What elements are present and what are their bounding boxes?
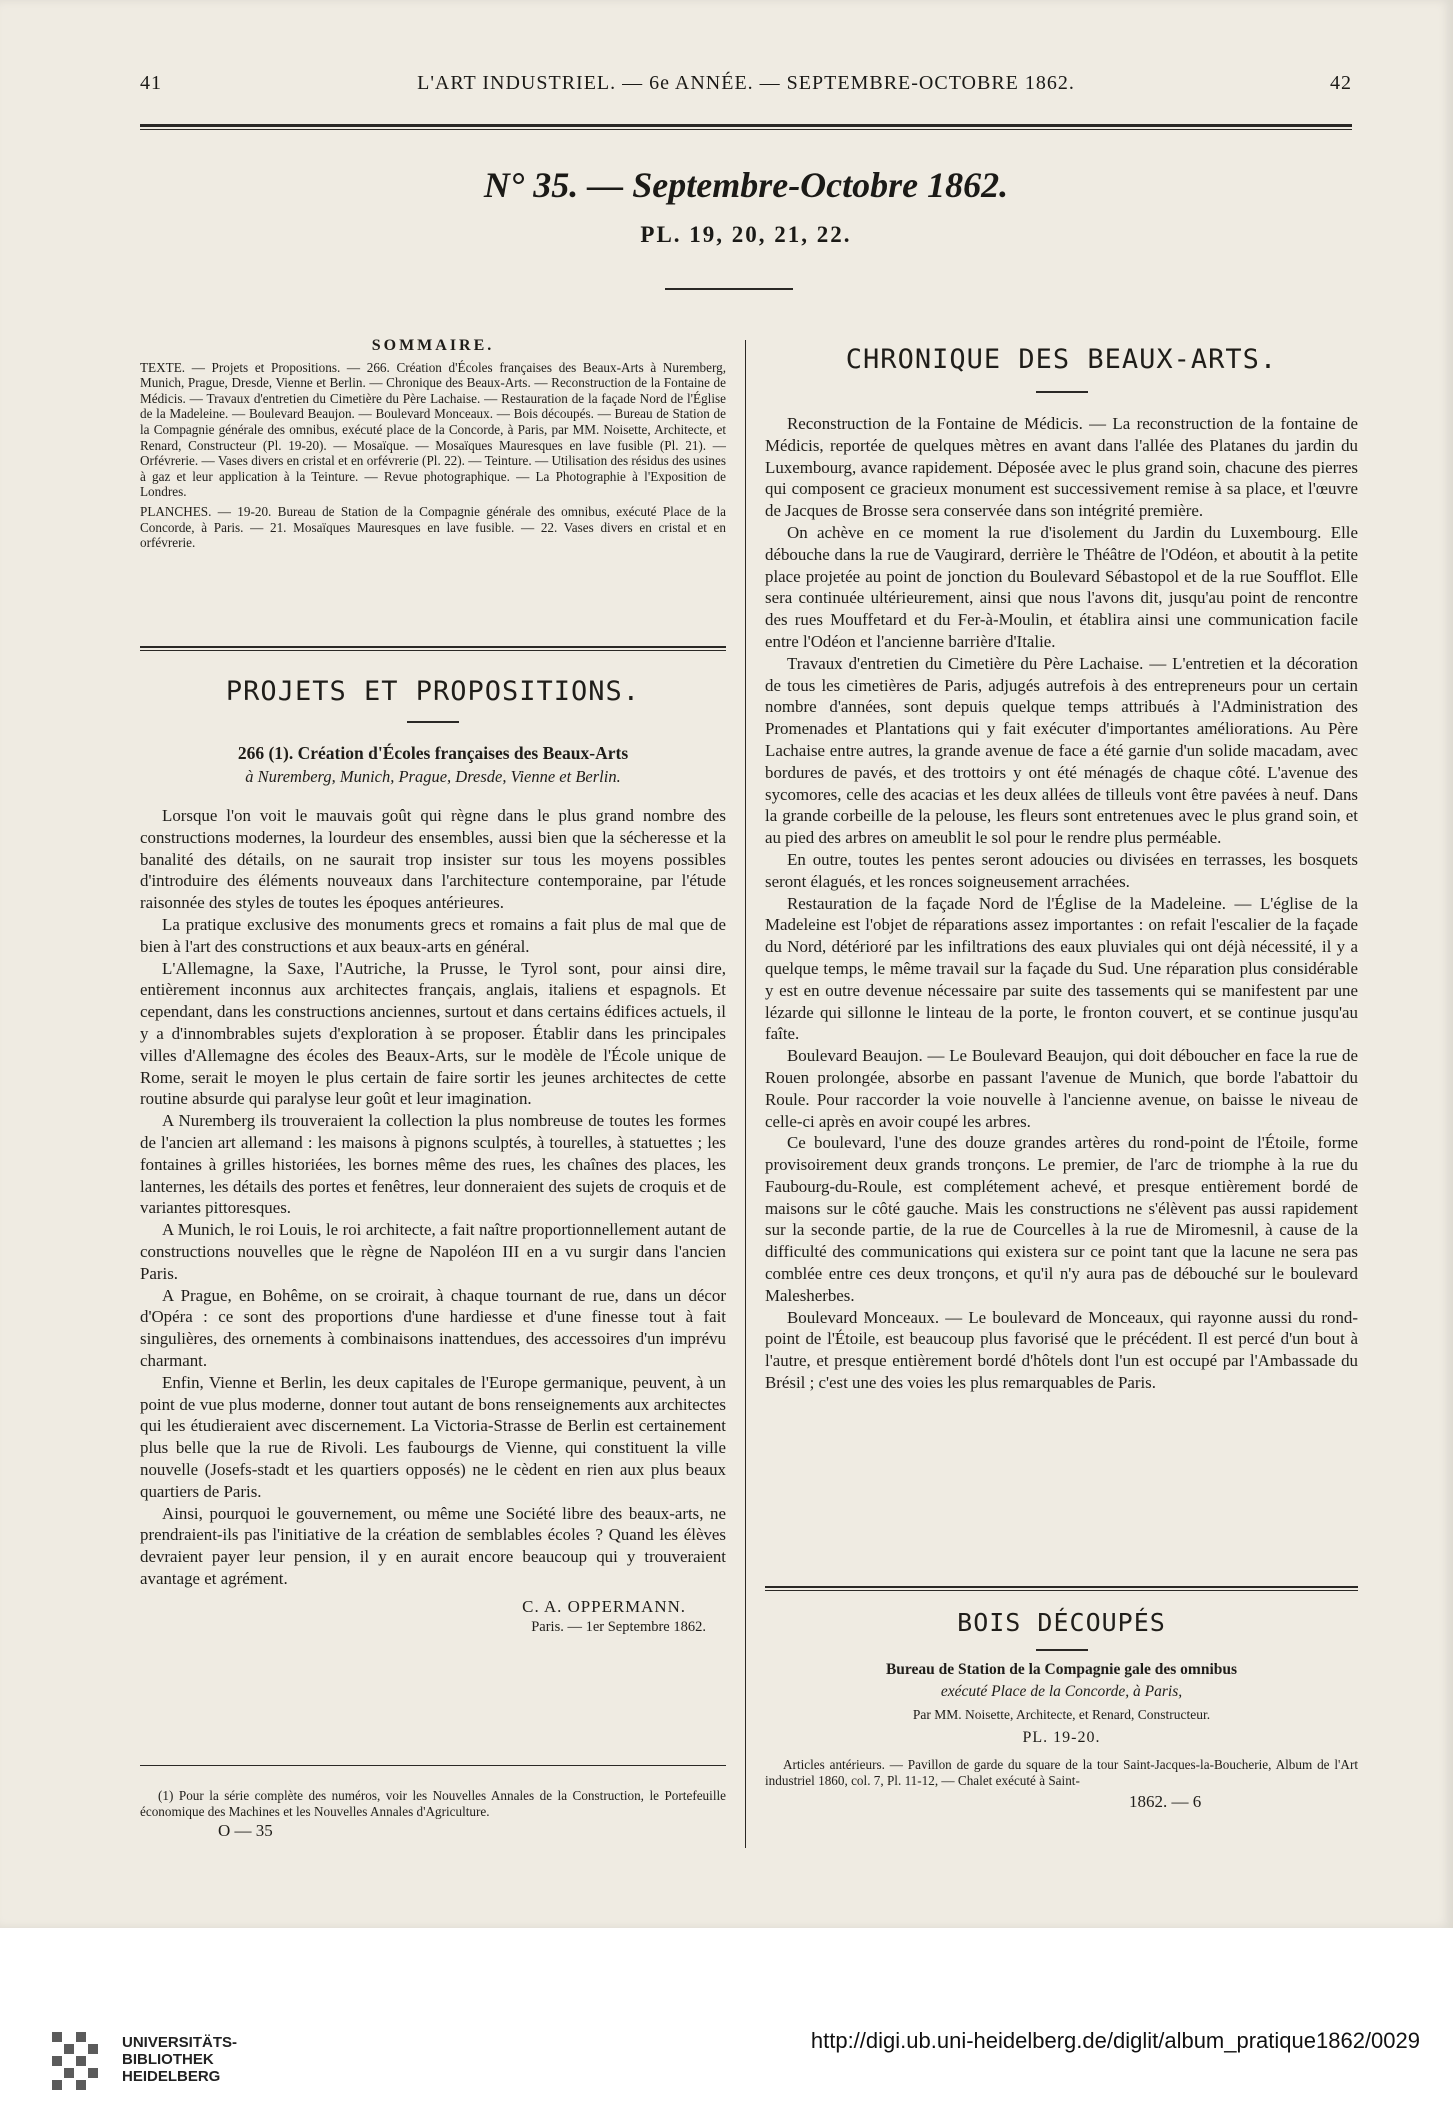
chronique-body [765, 413, 1358, 1394]
bois-section [765, 1608, 1358, 1812]
projets-section [140, 676, 726, 1639]
article-paragraph: A Nuremberg ils trouveraient la collection la plus nombreuse de toutes les formes de l'ancien art allemand : les maisons à pignons sculptés, à tourelles, à statuettes ; les fontaines à grilles historiées, les bornes même des rues, les chaînes des places, les lanternes, les détails des portes et fenêtres, leur donneraient des sujets de croquis et de variantes pittoresques. [140, 1111, 726, 1218]
article-title: 266 (1). Création d'Écoles françaises des Beaux-Arts [237, 743, 629, 763]
issue-plates: PL. 19, 20, 21, 22. [640, 222, 852, 247]
chronique-paragraph: Restauration de la façade Nord de l'Église de la Madeleine. — L'église de la Madeleine est l'objet de réparations assez importantes : on refait l'escalier de la façade du Nord, détérioré par les infiltrations des eaux pluviales qui ont déjà nécessité, il y a quelque temps, le même travail sur la façade du Sud. Une réparation plus considérable y est en outre devenue nécessaire par suite des tassements qui se manifestent par une lézarde qui sillonne le linteau de la porte, le fronton couvert, et se continue jusqu'au faîte. [765, 893, 1358, 1044]
article-paragraph: Enfin, Vienne et Berlin, les deux capitales de l'Europe germanique, peuvent, à un point de vue plus moderne, donner tout autant de bons renseignements aux architectes qui les étudieraient avec discernement. La Victoria-Strasse de Berlin est certainement plus belle que la rue de Rivoli. Les faubourgs de Vienne, qui constituent la ville nouvelle (Josefs-stadt et les quartiers opposés) ne le cèdent en rien aux plus beaux quartiers de Paris. [140, 1372, 726, 1501]
library-name-line: HEIDELBERG [122, 2068, 221, 2085]
article-paragraph: La pratique exclusive des monuments grecs et romains a fait plus de mal que de bien à l'art des constructions et aux beaux-arts en général. [140, 914, 726, 956]
article-dateline: Paris. — 1er Septembre 1862. [531, 1619, 706, 1636]
chronique-paragraph: Boulevard Monceaux. — Le boulevard de Monceaux, qui rayonne aussi du rond-point de l'Étoile, est beaucoup plus favorisé que le précédent. Il est percé d'un bout à l'autre, et presque entièrement bordé d'hôtels dont l'un est occupé par l'Ambassade du Brésil ; c'est une des voies les plus remarquables de Paris. [765, 1307, 1358, 1393]
bois-credits: Par MM. Noisette, Architecte, et Renard, Constructeur. [912, 1707, 1211, 1722]
signature-mark-left: O — 35 [218, 1821, 273, 1841]
chronique-paragraph: En outre, toutes les pentes seront adoucies ou divisées en terrasses, les bosquets seront élagués, et les ronces soigneusement arrachées. [765, 849, 1358, 891]
chronique-paragraph: Reconstruction de la Fontaine de Médicis. — La reconstruction de la fontaine de Médicis, reportée de quelques mètres en avant dans l'allée des Platanes du jardin du Luxembourg, avance rapidement. Déposée avec le plus grand soin, chacune des pierres qui composent ce gracieux monument est successivement remise à sa place, et l'œuvre de Jacques de Brosse sera conservée dans son intégrité première. [765, 414, 1358, 521]
library-name-line: UNIVERSITÄTS- [122, 2034, 238, 2051]
chronique-end-rule-thin [765, 1590, 1358, 1591]
article-paragraph: Ainsi, pourquoi le gouvernement, ou même une Société libre des beaux-arts, ne prendraient-ils pas l'initiative de la création de semblables écoles ? Quand les élèves devraient payer leur pension, il y en aurait encore beaucoup qui y trouveraient avantage et agrément. [140, 1503, 726, 1588]
signature-mark-right: 1862. — 6 [1129, 1792, 1202, 1812]
sommaire-block [140, 338, 726, 551]
article-paragraph: Lorsque l'on voit le mauvais goût qui règne dans le plus grand nombre des constructions modernes, la lourdeur des ensembles, aussi bien que la sécheresse et la banalité des détails, on ne saurait trop insister sur tous les moyens possibles d'introduire des éléments nouveaux dans l'architecture contemporaine, par l'étude raisonnée des styles de toutes les époques antérieures. [140, 806, 726, 913]
sommaire-planches: PLANCHES. — 19-20. Bureau de Station de la Compagnie générale des omnibus, exécuté Place de la Concorde, à Paris. — 21. Mosaïques Mauresques en lave fusible. — 22. Vases divers en cristal et en orfévrerie. [140, 503, 726, 551]
chronique-paragraph: Ce boulevard, l'une des douze grandes artères du rond-point de l'Étoile, forme provisoirement deux grands tronçons. Le premier, de l'arc de triomphe à la rue du Faubourg-du-Roule, est complétement achevé, et presque entièrement bordé de maisons sur le côté gauche. Mais les constructions ne s'élèvent pas aussi rapidement sur la seconde partie, de la rue de Courcelles à la rue de Miromesnil, à cause de la difficulté des communications qui existera sur ce point tant que la lacune ne sera pas comblée entre ces deux tronçons, et qu'il n'y aura pas de débouché sur le boulevard Malesherbes. [765, 1133, 1358, 1305]
article-body [140, 805, 726, 1639]
bois-location: exécuté Place de la Concorde, à Paris, [940, 1683, 1183, 1700]
chronique-end-rule [765, 1586, 1358, 1588]
chronique-heading: CHRONIQUE DES BEAUX-ARTS. [845, 344, 1278, 375]
article-subtitle: à Nuremberg, Munich, Prague, Dresde, Vienne et Berlin. [245, 767, 621, 786]
chronique-paragraph: On achève en ce moment la rue d'isolement du Jardin du Luxembourg. Elle débouche dans la rue de Vaugirard, derrière le Théâtre de l'Odéon, et aboutit à la petite place projetée au point de jonction du Boulevard Sébastopol et de la rue Soufflot. Elle sera continuée ultérieurement, ainsi que nous l'avons dit, jusqu'au point de rencontre des rues Mouffetard et du Fer-à-Moulin, et établira ainsi une communication facile entre l'Odéon et l'ancienne barrière d'Italie. [765, 522, 1358, 651]
sommaire-rule [140, 646, 726, 648]
footnote-rule [140, 1765, 726, 1766]
chronique-paragraph: Boulevard Beaujon. — Le Boulevard Beaujon, qui doit déboucher en face la rue de Rouen prolongée, absorbe en passant l'avenue de Munich, que borde l'abattoir du Roule. Pour raccorder la voie nouvelle à l'ancienne avenue, on baisse le niveau de celle-ci après en avoir coupé les arbres. [765, 1046, 1358, 1131]
header-rule-thin [140, 129, 1352, 130]
issue-title: N° 35. — Septembre-Octobre 1862. [483, 165, 1009, 205]
page-number-right: 42 [1330, 72, 1352, 94]
journal-running-title: L'ART INDUSTRIEL. — 6e ANNÉE. — SEPTEMBRE-OCTOBRE 1862. [417, 72, 1075, 94]
bois-text: Articles antérieurs. — Pavillon de garde du square de la tour Saint-Jacques-la-Boucherie, Album de l'Art industriel 1860, col. 7, Pl. 11-12, — Chalet exécuté à Saint- [765, 1757, 1358, 1788]
chronique-section [765, 344, 1358, 1394]
article-paragraph: A Munich, le roi Louis, le roi architecte, a fait naître proportionnellement autant de constructions nouvelles que le règne de Napoléon III en a vu surgir dans l'ancien Paris. [140, 1220, 726, 1283]
bois-plate: PL. 19-20. [1022, 1729, 1101, 1746]
projets-heading-rule [407, 721, 459, 723]
bois-subtitle: Bureau de Station de la Compagnie gale des omnibus [885, 1661, 1238, 1678]
footnote-text: (1) Pour la série complète des numéros, voir les Nouvelles Annales de la Construction, le Portefeuille économique des Machines et les Nouvelles Annales d'Agriculture. [140, 1788, 726, 1819]
header-rule [140, 124, 1352, 127]
title-rule [665, 288, 793, 290]
article-signature: C. A. OPPERMANN. [522, 1596, 686, 1616]
article-paragraph: L'Allemagne, la Saxe, l'Autriche, la Prusse, le Tyrol sont, pour ainsi dire, entièrement inconnus aux architectes français, anglais, italiens et espagnols. Et cependant, dans les constructions anciennes, surtout et dans certains édifices actuels, il y a d'innombrables sujets d'exploration à se proposer. Établir dans les principales villes d'Allemagne des écoles des Beaux-Arts, sur le modèle de l'École unique de Rome, serait le moyen le plus certain de faire sortir les jeunes architectes de cette routine absurde qui paralyse leur goût et leur imagination. [140, 958, 726, 1109]
footnote [140, 1788, 726, 1839]
chronique-heading-rule [1036, 391, 1088, 393]
bois-heading: BOIS DÉCOUPÉS [957, 1608, 1166, 1637]
sommaire-heading: SOMMAIRE. [371, 337, 495, 354]
article-paragraph: A Prague, en Bohême, on se croirait, à chaque tournant de rue, dans un décor d'Opéra : ce sont des proportions d'une hardiesse et d'une finesse tout à fait singulières, des ornements à combinaisons inattendues, des accessoires d'un imprévu charmant. [140, 1285, 726, 1370]
column-divider [745, 340, 746, 1848]
page-number-left: 41 [140, 72, 162, 94]
permalink-url[interactable]: http://digi.ub.uni-heidelberg.de/diglit/album_pratique1862/0029 [810, 2028, 1420, 2053]
library-name-line: BIBLIOTHEK [122, 2051, 214, 2068]
chronique-paragraph: Travaux d'entretien du Cimetière du Père Lachaise. — L'entretien et la décoration de tous les cimetières de Paris, adjugés autrefois à des entrepreneurs pour un certain nombre d'années, sont depuis quelque temps attribués à l'Administration des Promenades et Plantations qui y fait exécuter d'importantes améliorations. Au Père Lachaise entre autres, la grande avenue de face a été garnie d'un solide macadam, avec bordures de pavés, et des trottoirs y ont été ménagés de chaque côté. L'avenue des sycomores, celle des acacias et les deux allées de tilleuls vont être pavées à neuf. Dans la grande corbeille de la pelouse, les fleurs sont entretenues avec le plus grand soin, et au pied des arbres on ameublit le sol pour le rendre plus perméable. [765, 653, 1358, 848]
projets-heading: PROJETS ET PROPOSITIONS. [225, 676, 641, 707]
bois-heading-rule [1036, 1649, 1088, 1651]
library-name [122, 2034, 237, 2085]
sommaire-texte: TEXTE. — Projets et Propositions. — 266. Création d'Écoles françaises des Beaux-Arts à Nuremberg, Munich, Prague, Dresde, Vienne et Berlin. — Chronique des Beaux-Arts. — Reconstruction de la Fontaine de Médicis. — Travaux d'entretien du Cimetière du Père Lachaise. — Restauration de la façade Nord de l'Église de la Madeleine. — Boulevard Beaujon. — Boulevard Monceaux. — Bois découpés. — Bureau de Station de la Compagnie générale des omnibus, exécuté place de la Concorde, à Paris, par MM. Noisette, Architecte, et Renard, Constructeur (Pl. 19-20). — Mosaïque. — Mosaïques Mauresques en lave fusible (Pl. 21). — Orfévrerie. — Vases divers en cristal et en orfévrerie (Pl. 22). — Teinture. — Utilisation des résidus des usines à gaz et leur application à la Teinture. — Revue photographique. — La Photographie à l'Exposition de Londres. [140, 359, 726, 500]
sommaire-rule-thin [140, 650, 726, 651]
